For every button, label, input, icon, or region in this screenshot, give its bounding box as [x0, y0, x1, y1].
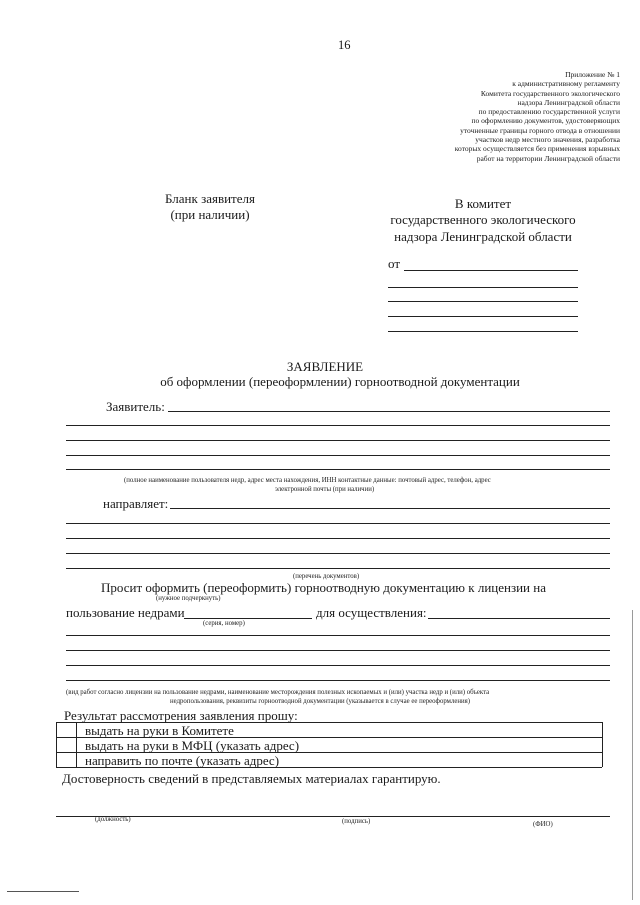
- documents-field[interactable]: [66, 568, 610, 569]
- annex-line: работ на территории Ленинградской области: [476, 153, 620, 163]
- works-hint: недропользования, реквизиты горноотводной документации (указывается в случае ее переоформления): [170, 698, 471, 705]
- option-label-mfc: выдать на руки в МФЦ (указать адрес): [85, 738, 300, 753]
- annex-line: по оформлению документов, удостоверяющих: [471, 116, 620, 126]
- works-field[interactable]: [66, 680, 610, 681]
- applicant-field[interactable]: [66, 455, 610, 456]
- subsoil-label: пользование недрами: [66, 605, 185, 620]
- addressee-line3: надзора Ленинградской области: [394, 229, 572, 244]
- annex-line: уточненные границы горного отвода в отношении: [460, 125, 620, 135]
- option-label-committee: выдать на руки в Комитете: [85, 723, 234, 738]
- result-label: Результат рассмотрения заявления прошу:: [64, 708, 298, 723]
- addressee-line1: В комитет: [454, 196, 512, 211]
- applicant-field[interactable]: [168, 411, 610, 412]
- page-number: 16: [338, 38, 351, 52]
- applicant-hint: электронной почты (при наличии): [275, 486, 375, 493]
- annex-line: участков недр местного значения, разработка: [475, 135, 620, 145]
- page-subtitle: об оформлении (переоформлении) горноотводной документации: [160, 374, 520, 389]
- purpose-label: для осуществления:: [316, 605, 427, 620]
- from-field[interactable]: [388, 331, 578, 332]
- blank-label-line2: (при наличии): [170, 207, 250, 222]
- annex-line: к административному регламенту: [512, 79, 620, 89]
- signature-hint: (подпись): [342, 818, 371, 825]
- addressee-line2: государственного экологического: [390, 212, 576, 227]
- applicant-field[interactable]: [66, 440, 610, 441]
- from-field[interactable]: [404, 270, 578, 271]
- blank-label-line1: Бланк заявителя: [165, 191, 255, 206]
- underline-hint: (нужное подчеркнуть): [156, 595, 221, 602]
- documents-field[interactable]: [66, 553, 610, 554]
- documents-field[interactable]: [66, 523, 610, 524]
- from-field[interactable]: [388, 301, 578, 302]
- option-checkbox-committee[interactable]: [57, 723, 76, 737]
- works-field[interactable]: [66, 665, 610, 666]
- applicant-field[interactable]: [66, 425, 610, 426]
- position-hint: (должность): [95, 816, 131, 823]
- from-label: от: [388, 256, 401, 271]
- options-table-border: [76, 722, 77, 767]
- request-text: Просит оформить (переоформить) горноотводную документацию к лицензии на: [101, 580, 546, 595]
- works-hint: (вид работ согласно лицензии на пользование недрами, наименование месторождения полезных ископаемых и (или) участка недр и (или) объекта: [66, 689, 490, 696]
- option-label-post: направить по почте (указать адрес): [85, 753, 280, 768]
- applicant-hint: (полное наименование пользователя недр, адрес места нахождения, ИНН контактные данные: почтовый адрес, телефон, адрес: [124, 477, 491, 484]
- options-table-border: [602, 722, 603, 767]
- works-field[interactable]: [66, 635, 610, 636]
- license-number-field[interactable]: [184, 618, 312, 619]
- name-hint: (ФИО): [533, 821, 553, 828]
- from-field[interactable]: [388, 316, 578, 317]
- option-checkbox-post[interactable]: [57, 753, 76, 767]
- works-field[interactable]: [66, 650, 610, 651]
- applicant-field[interactable]: [66, 469, 610, 470]
- scan-edge-mark: [632, 610, 633, 900]
- signature-line[interactable]: [56, 816, 610, 817]
- annex-line: надзора Ленинградской области: [517, 97, 620, 107]
- annex-line: Комитета государственного экологического: [480, 88, 620, 98]
- guarantee-statement: Достоверность сведений в представляемых материалах гарантирую.: [62, 771, 441, 786]
- annex-block: [400, 70, 620, 163]
- series-hint: (серия, номер): [203, 620, 245, 627]
- documents-field[interactable]: [66, 538, 610, 539]
- annex-line: Приложение № 1: [565, 70, 620, 79]
- scan-edge-mark: [7, 891, 79, 892]
- documents-field[interactable]: [170, 508, 610, 509]
- purpose-field[interactable]: [428, 618, 610, 619]
- page-title: ЗАЯВЛЕНИЕ: [286, 359, 364, 374]
- annex-line: по предоставлению государственной услуги: [478, 107, 620, 117]
- from-field[interactable]: [388, 287, 578, 288]
- option-checkbox-mfc[interactable]: [57, 738, 76, 752]
- annex-line: которых осуществляется без применения взрывных: [454, 144, 620, 154]
- documents-hint: (перечень документов): [293, 573, 360, 580]
- applicant-label: Заявитель:: [106, 399, 165, 414]
- sends-label: направляет:: [103, 496, 169, 511]
